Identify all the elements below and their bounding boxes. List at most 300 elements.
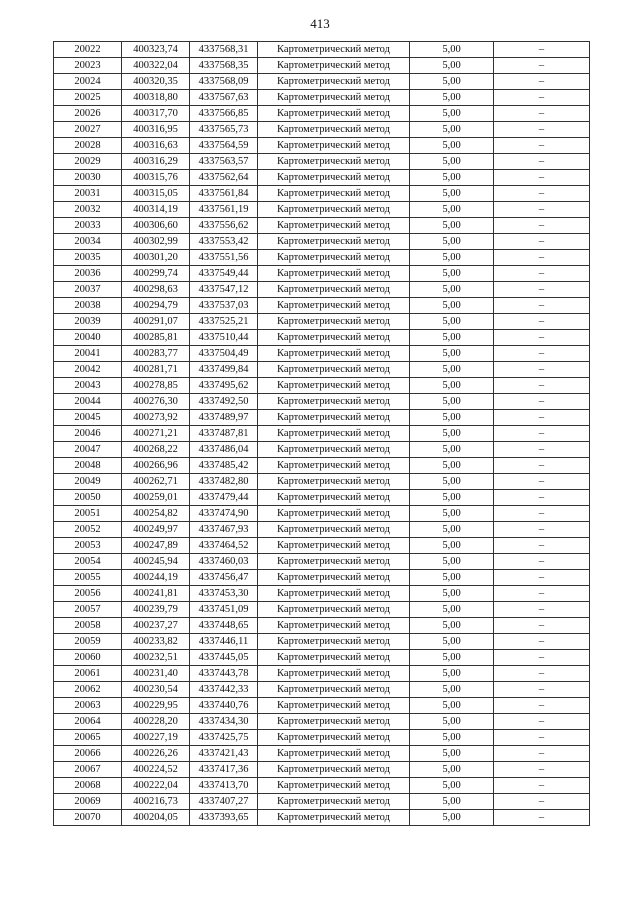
table-row xyxy=(54,650,590,666)
x-coordinate-cell: 400318,80 xyxy=(122,90,190,106)
table-row xyxy=(54,458,590,474)
note-cell: – xyxy=(494,298,590,314)
y-coordinate-cell: 4337479,44 xyxy=(190,490,258,506)
method-cell: Картометрический метод xyxy=(258,234,410,250)
accuracy-cell: 5,00 xyxy=(410,794,494,810)
table-row xyxy=(54,570,590,586)
point-number-cell: 20065 xyxy=(54,730,122,746)
y-coordinate-cell: 4337413,70 xyxy=(190,778,258,794)
note-cell: – xyxy=(494,794,590,810)
note-cell: – xyxy=(494,522,590,538)
y-coordinate-cell: 4337565,73 xyxy=(190,122,258,138)
table-row xyxy=(54,506,590,522)
method-cell: Картометрический метод xyxy=(258,746,410,762)
note-cell: – xyxy=(494,154,590,170)
method-cell: Картометрический метод xyxy=(258,682,410,698)
point-number-cell: 20056 xyxy=(54,586,122,602)
y-coordinate-cell: 4337553,42 xyxy=(190,234,258,250)
y-coordinate-cell: 4337525,21 xyxy=(190,314,258,330)
x-coordinate-cell: 400323,74 xyxy=(122,42,190,58)
y-coordinate-cell: 4337393,65 xyxy=(190,810,258,826)
x-coordinate-cell: 400231,40 xyxy=(122,666,190,682)
y-coordinate-cell: 4337407,27 xyxy=(190,794,258,810)
point-number-cell: 20059 xyxy=(54,634,122,650)
note-cell: – xyxy=(494,618,590,634)
point-number-cell: 20035 xyxy=(54,250,122,266)
point-number-cell: 20068 xyxy=(54,778,122,794)
point-number-cell: 20045 xyxy=(54,410,122,426)
table-row xyxy=(54,474,590,490)
x-coordinate-cell: 400315,76 xyxy=(122,170,190,186)
accuracy-cell: 5,00 xyxy=(410,602,494,618)
accuracy-cell: 5,00 xyxy=(410,106,494,122)
point-number-cell: 20043 xyxy=(54,378,122,394)
method-cell: Картометрический метод xyxy=(258,618,410,634)
accuracy-cell: 5,00 xyxy=(410,90,494,106)
accuracy-cell: 5,00 xyxy=(410,570,494,586)
table-row xyxy=(54,746,590,762)
method-cell: Картометрический метод xyxy=(258,522,410,538)
note-cell: – xyxy=(494,42,590,58)
y-coordinate-cell: 4337549,44 xyxy=(190,266,258,282)
note-cell: – xyxy=(494,570,590,586)
accuracy-cell: 5,00 xyxy=(410,218,494,234)
accuracy-cell: 5,00 xyxy=(410,186,494,202)
x-coordinate-cell: 400229,95 xyxy=(122,698,190,714)
note-cell: – xyxy=(494,106,590,122)
y-coordinate-cell: 4337537,03 xyxy=(190,298,258,314)
method-cell: Картометрический метод xyxy=(258,266,410,282)
table-row xyxy=(54,698,590,714)
accuracy-cell: 5,00 xyxy=(410,410,494,426)
point-number-cell: 20063 xyxy=(54,698,122,714)
method-cell: Картометрический метод xyxy=(258,714,410,730)
table-row xyxy=(54,394,590,410)
method-cell: Картометрический метод xyxy=(258,570,410,586)
table-row xyxy=(54,250,590,266)
accuracy-cell: 5,00 xyxy=(410,250,494,266)
y-coordinate-cell: 4337442,33 xyxy=(190,682,258,698)
table-row xyxy=(54,122,590,138)
point-number-cell: 20033 xyxy=(54,218,122,234)
point-number-cell: 20039 xyxy=(54,314,122,330)
x-coordinate-cell: 400262,71 xyxy=(122,474,190,490)
method-cell: Картометрический метод xyxy=(258,650,410,666)
method-cell: Картометрический метод xyxy=(258,426,410,442)
note-cell: – xyxy=(494,554,590,570)
x-coordinate-cell: 400299,74 xyxy=(122,266,190,282)
table-row xyxy=(54,202,590,218)
method-cell: Картометрический метод xyxy=(258,138,410,154)
method-cell: Картометрический метод xyxy=(258,122,410,138)
accuracy-cell: 5,00 xyxy=(410,362,494,378)
x-coordinate-cell: 400249,97 xyxy=(122,522,190,538)
note-cell: – xyxy=(494,778,590,794)
method-cell: Картометрический метод xyxy=(258,330,410,346)
method-cell: Картометрический метод xyxy=(258,346,410,362)
y-coordinate-cell: 4337446,11 xyxy=(190,634,258,650)
note-cell: – xyxy=(494,714,590,730)
accuracy-cell: 5,00 xyxy=(410,42,494,58)
x-coordinate-cell: 400254,82 xyxy=(122,506,190,522)
x-coordinate-cell: 400228,20 xyxy=(122,714,190,730)
table-row xyxy=(54,682,590,698)
table-row xyxy=(54,442,590,458)
table-row xyxy=(54,42,590,58)
note-cell: – xyxy=(494,474,590,490)
note-cell: – xyxy=(494,634,590,650)
y-coordinate-cell: 4337425,75 xyxy=(190,730,258,746)
point-number-cell: 20044 xyxy=(54,394,122,410)
y-coordinate-cell: 4337489,97 xyxy=(190,410,258,426)
table-row xyxy=(54,410,590,426)
accuracy-cell: 5,00 xyxy=(410,554,494,570)
table-row xyxy=(54,426,590,442)
x-coordinate-cell: 400224,52 xyxy=(122,762,190,778)
table-row xyxy=(54,714,590,730)
method-cell: Картометрический метод xyxy=(258,250,410,266)
x-coordinate-cell: 400316,63 xyxy=(122,138,190,154)
table-row xyxy=(54,634,590,650)
table-row xyxy=(54,154,590,170)
note-cell: – xyxy=(494,698,590,714)
point-number-cell: 20048 xyxy=(54,458,122,474)
x-coordinate-cell: 400301,20 xyxy=(122,250,190,266)
method-cell: Картометрический метод xyxy=(258,314,410,330)
y-coordinate-cell: 4337474,90 xyxy=(190,506,258,522)
table-row xyxy=(54,186,590,202)
method-cell: Картометрический метод xyxy=(258,458,410,474)
point-number-cell: 20062 xyxy=(54,682,122,698)
table-row xyxy=(54,234,590,250)
y-coordinate-cell: 4337568,31 xyxy=(190,42,258,58)
accuracy-cell: 5,00 xyxy=(410,122,494,138)
x-coordinate-cell: 400298,63 xyxy=(122,282,190,298)
table-row xyxy=(54,378,590,394)
point-number-cell: 20047 xyxy=(54,442,122,458)
x-coordinate-cell: 400227,19 xyxy=(122,730,190,746)
x-coordinate-cell: 400278,85 xyxy=(122,378,190,394)
accuracy-cell: 5,00 xyxy=(410,282,494,298)
note-cell: – xyxy=(494,394,590,410)
point-number-cell: 20050 xyxy=(54,490,122,506)
x-coordinate-cell: 400271,21 xyxy=(122,426,190,442)
note-cell: – xyxy=(494,266,590,282)
method-cell: Картометрический метод xyxy=(258,154,410,170)
accuracy-cell: 5,00 xyxy=(410,618,494,634)
method-cell: Картометрический метод xyxy=(258,186,410,202)
method-cell: Картометрический метод xyxy=(258,778,410,794)
y-coordinate-cell: 4337495,62 xyxy=(190,378,258,394)
note-cell: – xyxy=(494,250,590,266)
method-cell: Картометрический метод xyxy=(258,42,410,58)
note-cell: – xyxy=(494,650,590,666)
coordinates-table xyxy=(53,41,590,826)
point-number-cell: 20038 xyxy=(54,298,122,314)
x-coordinate-cell: 400226,26 xyxy=(122,746,190,762)
table-row xyxy=(54,730,590,746)
accuracy-cell: 5,00 xyxy=(410,634,494,650)
note-cell: – xyxy=(494,234,590,250)
point-number-cell: 20053 xyxy=(54,538,122,554)
note-cell: – xyxy=(494,362,590,378)
method-cell: Картометрический метод xyxy=(258,362,410,378)
table-row xyxy=(54,666,590,682)
point-number-cell: 20025 xyxy=(54,90,122,106)
note-cell: – xyxy=(494,506,590,522)
table-row xyxy=(54,218,590,234)
accuracy-cell: 5,00 xyxy=(410,458,494,474)
x-coordinate-cell: 400244,19 xyxy=(122,570,190,586)
point-number-cell: 20058 xyxy=(54,618,122,634)
x-coordinate-cell: 400316,95 xyxy=(122,122,190,138)
x-coordinate-cell: 400291,07 xyxy=(122,314,190,330)
x-coordinate-cell: 400276,30 xyxy=(122,394,190,410)
note-cell: – xyxy=(494,442,590,458)
x-coordinate-cell: 400237,27 xyxy=(122,618,190,634)
x-coordinate-cell: 400302,99 xyxy=(122,234,190,250)
table-row xyxy=(54,522,590,538)
method-cell: Картометрический метод xyxy=(258,298,410,314)
y-coordinate-cell: 4337467,93 xyxy=(190,522,258,538)
table-row xyxy=(54,490,590,506)
accuracy-cell: 5,00 xyxy=(410,346,494,362)
point-number-cell: 20032 xyxy=(54,202,122,218)
method-cell: Картометрический метод xyxy=(258,410,410,426)
point-number-cell: 20066 xyxy=(54,746,122,762)
x-coordinate-cell: 400283,77 xyxy=(122,346,190,362)
x-coordinate-cell: 400320,35 xyxy=(122,74,190,90)
note-cell: – xyxy=(494,378,590,394)
point-number-cell: 20026 xyxy=(54,106,122,122)
point-number-cell: 20049 xyxy=(54,474,122,490)
note-cell: – xyxy=(494,170,590,186)
accuracy-cell: 5,00 xyxy=(410,474,494,490)
point-number-cell: 20034 xyxy=(54,234,122,250)
method-cell: Картометрический метод xyxy=(258,554,410,570)
x-coordinate-cell: 400273,92 xyxy=(122,410,190,426)
note-cell: – xyxy=(494,810,590,826)
x-coordinate-cell: 400222,04 xyxy=(122,778,190,794)
x-coordinate-cell: 400315,05 xyxy=(122,186,190,202)
accuracy-cell: 5,00 xyxy=(410,522,494,538)
x-coordinate-cell: 400233,82 xyxy=(122,634,190,650)
y-coordinate-cell: 4337564,59 xyxy=(190,138,258,154)
note-cell: – xyxy=(494,218,590,234)
note-cell: – xyxy=(494,330,590,346)
y-coordinate-cell: 4337566,85 xyxy=(190,106,258,122)
accuracy-cell: 5,00 xyxy=(410,298,494,314)
accuracy-cell: 5,00 xyxy=(410,714,494,730)
point-number-cell: 20023 xyxy=(54,58,122,74)
accuracy-cell: 5,00 xyxy=(410,234,494,250)
note-cell: – xyxy=(494,90,590,106)
accuracy-cell: 5,00 xyxy=(410,154,494,170)
y-coordinate-cell: 4337417,36 xyxy=(190,762,258,778)
y-coordinate-cell: 4337561,19 xyxy=(190,202,258,218)
point-number-cell: 20060 xyxy=(54,650,122,666)
table-row xyxy=(54,266,590,282)
method-cell: Картометрический метод xyxy=(258,506,410,522)
point-number-cell: 20031 xyxy=(54,186,122,202)
accuracy-cell: 5,00 xyxy=(410,778,494,794)
table-row xyxy=(54,170,590,186)
method-cell: Картометрический метод xyxy=(258,666,410,682)
y-coordinate-cell: 4337443,78 xyxy=(190,666,258,682)
note-cell: – xyxy=(494,186,590,202)
table-row xyxy=(54,762,590,778)
y-coordinate-cell: 4337440,76 xyxy=(190,698,258,714)
note-cell: – xyxy=(494,586,590,602)
note-cell: – xyxy=(494,458,590,474)
x-coordinate-cell: 400317,70 xyxy=(122,106,190,122)
point-number-cell: 20037 xyxy=(54,282,122,298)
method-cell: Картометрический метод xyxy=(258,586,410,602)
point-number-cell: 20061 xyxy=(54,666,122,682)
accuracy-cell: 5,00 xyxy=(410,506,494,522)
accuracy-cell: 5,00 xyxy=(410,666,494,682)
page-number: 413 xyxy=(310,16,330,31)
table-row xyxy=(54,602,590,618)
note-cell: – xyxy=(494,538,590,554)
note-cell: – xyxy=(494,682,590,698)
table-row xyxy=(54,330,590,346)
point-number-cell: 20067 xyxy=(54,762,122,778)
method-cell: Картометрический метод xyxy=(258,794,410,810)
table-row xyxy=(54,538,590,554)
table-row xyxy=(54,138,590,154)
method-cell: Картометрический метод xyxy=(258,474,410,490)
accuracy-cell: 5,00 xyxy=(410,74,494,90)
method-cell: Картометрический метод xyxy=(258,282,410,298)
x-coordinate-cell: 400216,73 xyxy=(122,794,190,810)
y-coordinate-cell: 4337568,35 xyxy=(190,58,258,74)
method-cell: Картометрический метод xyxy=(258,58,410,74)
point-number-cell: 20070 xyxy=(54,810,122,826)
note-cell: – xyxy=(494,282,590,298)
x-coordinate-cell: 400241,81 xyxy=(122,586,190,602)
y-coordinate-cell: 4337448,65 xyxy=(190,618,258,634)
table-row xyxy=(54,314,590,330)
table-row xyxy=(54,362,590,378)
table-row xyxy=(54,74,590,90)
note-cell: – xyxy=(494,74,590,90)
y-coordinate-cell: 4337568,09 xyxy=(190,74,258,90)
point-number-cell: 20036 xyxy=(54,266,122,282)
y-coordinate-cell: 4337563,57 xyxy=(190,154,258,170)
table-row xyxy=(54,282,590,298)
accuracy-cell: 5,00 xyxy=(410,202,494,218)
accuracy-cell: 5,00 xyxy=(410,490,494,506)
y-coordinate-cell: 4337562,64 xyxy=(190,170,258,186)
note-cell: – xyxy=(494,746,590,762)
accuracy-cell: 5,00 xyxy=(410,378,494,394)
table-row xyxy=(54,810,590,826)
table-row xyxy=(54,346,590,362)
note-cell: – xyxy=(494,426,590,442)
method-cell: Картометрический метод xyxy=(258,698,410,714)
x-coordinate-cell: 400281,71 xyxy=(122,362,190,378)
x-coordinate-cell: 400266,96 xyxy=(122,458,190,474)
y-coordinate-cell: 4337487,81 xyxy=(190,426,258,442)
point-number-cell: 20040 xyxy=(54,330,122,346)
y-coordinate-cell: 4337451,09 xyxy=(190,602,258,618)
table-row xyxy=(54,554,590,570)
coordinates-table-body xyxy=(54,42,590,826)
accuracy-cell: 5,00 xyxy=(410,746,494,762)
accuracy-cell: 5,00 xyxy=(410,442,494,458)
note-cell: – xyxy=(494,602,590,618)
y-coordinate-cell: 4337504,49 xyxy=(190,346,258,362)
note-cell: – xyxy=(494,138,590,154)
accuracy-cell: 5,00 xyxy=(410,58,494,74)
accuracy-cell: 5,00 xyxy=(410,586,494,602)
point-number-cell: 20054 xyxy=(54,554,122,570)
method-cell: Картометрический метод xyxy=(258,170,410,186)
point-number-cell: 20042 xyxy=(54,362,122,378)
y-coordinate-cell: 4337486,04 xyxy=(190,442,258,458)
note-cell: – xyxy=(494,346,590,362)
x-coordinate-cell: 400245,94 xyxy=(122,554,190,570)
x-coordinate-cell: 400294,79 xyxy=(122,298,190,314)
table-row xyxy=(54,298,590,314)
y-coordinate-cell: 4337464,52 xyxy=(190,538,258,554)
y-coordinate-cell: 4337485,42 xyxy=(190,458,258,474)
y-coordinate-cell: 4337567,63 xyxy=(190,90,258,106)
point-number-cell: 20022 xyxy=(54,42,122,58)
y-coordinate-cell: 4337561,84 xyxy=(190,186,258,202)
x-coordinate-cell: 400316,29 xyxy=(122,154,190,170)
x-coordinate-cell: 400247,89 xyxy=(122,538,190,554)
accuracy-cell: 5,00 xyxy=(410,762,494,778)
accuracy-cell: 5,00 xyxy=(410,650,494,666)
note-cell: – xyxy=(494,762,590,778)
note-cell: – xyxy=(494,410,590,426)
y-coordinate-cell: 4337556,62 xyxy=(190,218,258,234)
accuracy-cell: 5,00 xyxy=(410,330,494,346)
point-number-cell: 20069 xyxy=(54,794,122,810)
table-row xyxy=(54,618,590,634)
method-cell: Картометрический метод xyxy=(258,90,410,106)
accuracy-cell: 5,00 xyxy=(410,394,494,410)
accuracy-cell: 5,00 xyxy=(410,170,494,186)
x-coordinate-cell: 400322,04 xyxy=(122,58,190,74)
y-coordinate-cell: 4337445,05 xyxy=(190,650,258,666)
point-number-cell: 20028 xyxy=(54,138,122,154)
accuracy-cell: 5,00 xyxy=(410,682,494,698)
x-coordinate-cell: 400285,81 xyxy=(122,330,190,346)
x-coordinate-cell: 400259,01 xyxy=(122,490,190,506)
note-cell: – xyxy=(494,730,590,746)
method-cell: Картометрический метод xyxy=(258,762,410,778)
point-number-cell: 20030 xyxy=(54,170,122,186)
point-number-cell: 20051 xyxy=(54,506,122,522)
method-cell: Картометрический метод xyxy=(258,490,410,506)
y-coordinate-cell: 4337460,03 xyxy=(190,554,258,570)
accuracy-cell: 5,00 xyxy=(410,810,494,826)
method-cell: Картометрический метод xyxy=(258,74,410,90)
x-coordinate-cell: 400239,79 xyxy=(122,602,190,618)
x-coordinate-cell: 400230,54 xyxy=(122,682,190,698)
table-row xyxy=(54,106,590,122)
y-coordinate-cell: 4337482,80 xyxy=(190,474,258,490)
table-row xyxy=(54,58,590,74)
point-number-cell: 20029 xyxy=(54,154,122,170)
table-row xyxy=(54,778,590,794)
point-number-cell: 20046 xyxy=(54,426,122,442)
note-cell: – xyxy=(494,122,590,138)
accuracy-cell: 5,00 xyxy=(410,314,494,330)
